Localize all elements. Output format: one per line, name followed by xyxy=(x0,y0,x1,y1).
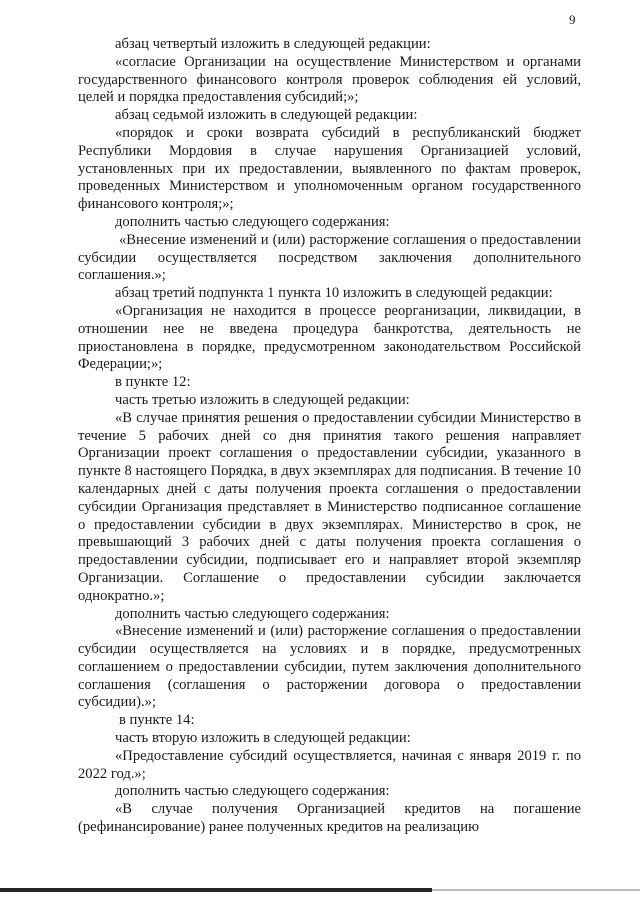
paragraph-predostavlenie-subsidii: «Предоставление субсидий осуществляется, начиная с января 2019 г. по 2022 год.»; xyxy=(78,747,581,782)
paragraph-vnesenie-izmenenii-2: «Внесение изменений и (или) расторжение соглашения о предоставлении субсидии осуществляется на условиях и в порядке, предусмотренных соглашением о предоставлении субсидии, путем заключения дополнительного соглашения (соглашения о расторжении договора о предоставлении субсидии).»; xyxy=(78,623,581,711)
paragraph-v-sluchae-prinyatiya: «В случае принятия решения о предоставлении субсидии Министерство в течение 5 рабочих дней со дня принятия такого решения направляет Организации проект соглашения о предоставлении субсидии, указанного в пункте 8 настоящего Порядка, в двух экземплярах для подписания. В течение 10 календарных дней с даты получения проекта соглашения о предоставлении субсидии Организация представляет в Министерство подписанное соглашение о предоставлении субсидии в двух экземплярах. Министерство в срок, не превышающий 3 рабочих дней с даты получения проекта соглашения о предоставлении субсидии, подписывает его и направляет второй экземпляр Организации. Соглашение о предоставлении субсидии заключается однократно.»; xyxy=(78,409,581,604)
paragraph-poryadok-vozvrata: «порядок и сроки возврата субсидий в республиканский бюджет Республики Мордовия в случае нарушения Организацией условий, установленных при их предоставлении, выявленного по фактам проверок, проведенных Министерством и уполномоченным органом государственного финансового контроля;»; xyxy=(78,124,581,213)
paragraph-vnesenie-izmenenii-1: «Внесение изменений и (или) расторжение соглашения о предоставлении субсидии осуществляется посредством заключения дополнительного соглашения.»; xyxy=(78,231,581,284)
scan-edge-line-faint xyxy=(432,889,640,891)
paragraph-abzac-tretii-punkt-10: абзац третий подпункта 1 пункта 10 изложить в следующей редакции: xyxy=(115,285,553,302)
paragraph-v-sluchae-polucheniya: «В случае получения Организацией кредитов на погашение (рефинансирование) ранее полученных кредитов на реализацию xyxy=(78,801,581,836)
document-body xyxy=(78,36,581,837)
paragraph-chast-vtoruyu: часть вторую изложить в следующей редакции: xyxy=(115,730,411,747)
paragraph-abzac-chetvertyi: абзац четвертый изложить в следующей редакции: xyxy=(115,36,431,52)
paragraph-dopolnit-chastyu-2: дополнить частью следующего содержания: xyxy=(115,605,390,622)
paragraph-dopolnit-chastyu-1: дополнить частью следующего содержания: xyxy=(115,213,390,230)
paragraph-abzac-sedmoi: абзац седьмой изложить в следующей редакции: xyxy=(115,107,418,124)
paragraph-dopolnit-chastyu-3: дополнить частью следующего содержания: xyxy=(115,783,390,800)
paragraph-v-punkte-12: в пункте 12: xyxy=(115,374,191,391)
paragraph-soglasie-organizacii: «согласие Организации на осуществление Министерством и органами государственного финансового контроля проверок соблюдения ей условий, целей и порядка предоставления субсидий;»; xyxy=(78,53,581,106)
scan-edge-line xyxy=(0,888,432,892)
paragraph-chast-tretyu: часть третью изложить в следующей редакции: xyxy=(115,391,410,408)
paragraph-organizaciya-reorganizaciya: «Организация не находится в процессе реорганизации, ликвидации, в отношении нее не введена процедура банкротства, деятельность не приостановлена в порядке, предусмотренном законодательством Российской Федерации;»; xyxy=(78,302,581,373)
page-number: 9 xyxy=(569,12,576,27)
paragraph-v-punkte-14: в пункте 14: xyxy=(119,712,195,729)
